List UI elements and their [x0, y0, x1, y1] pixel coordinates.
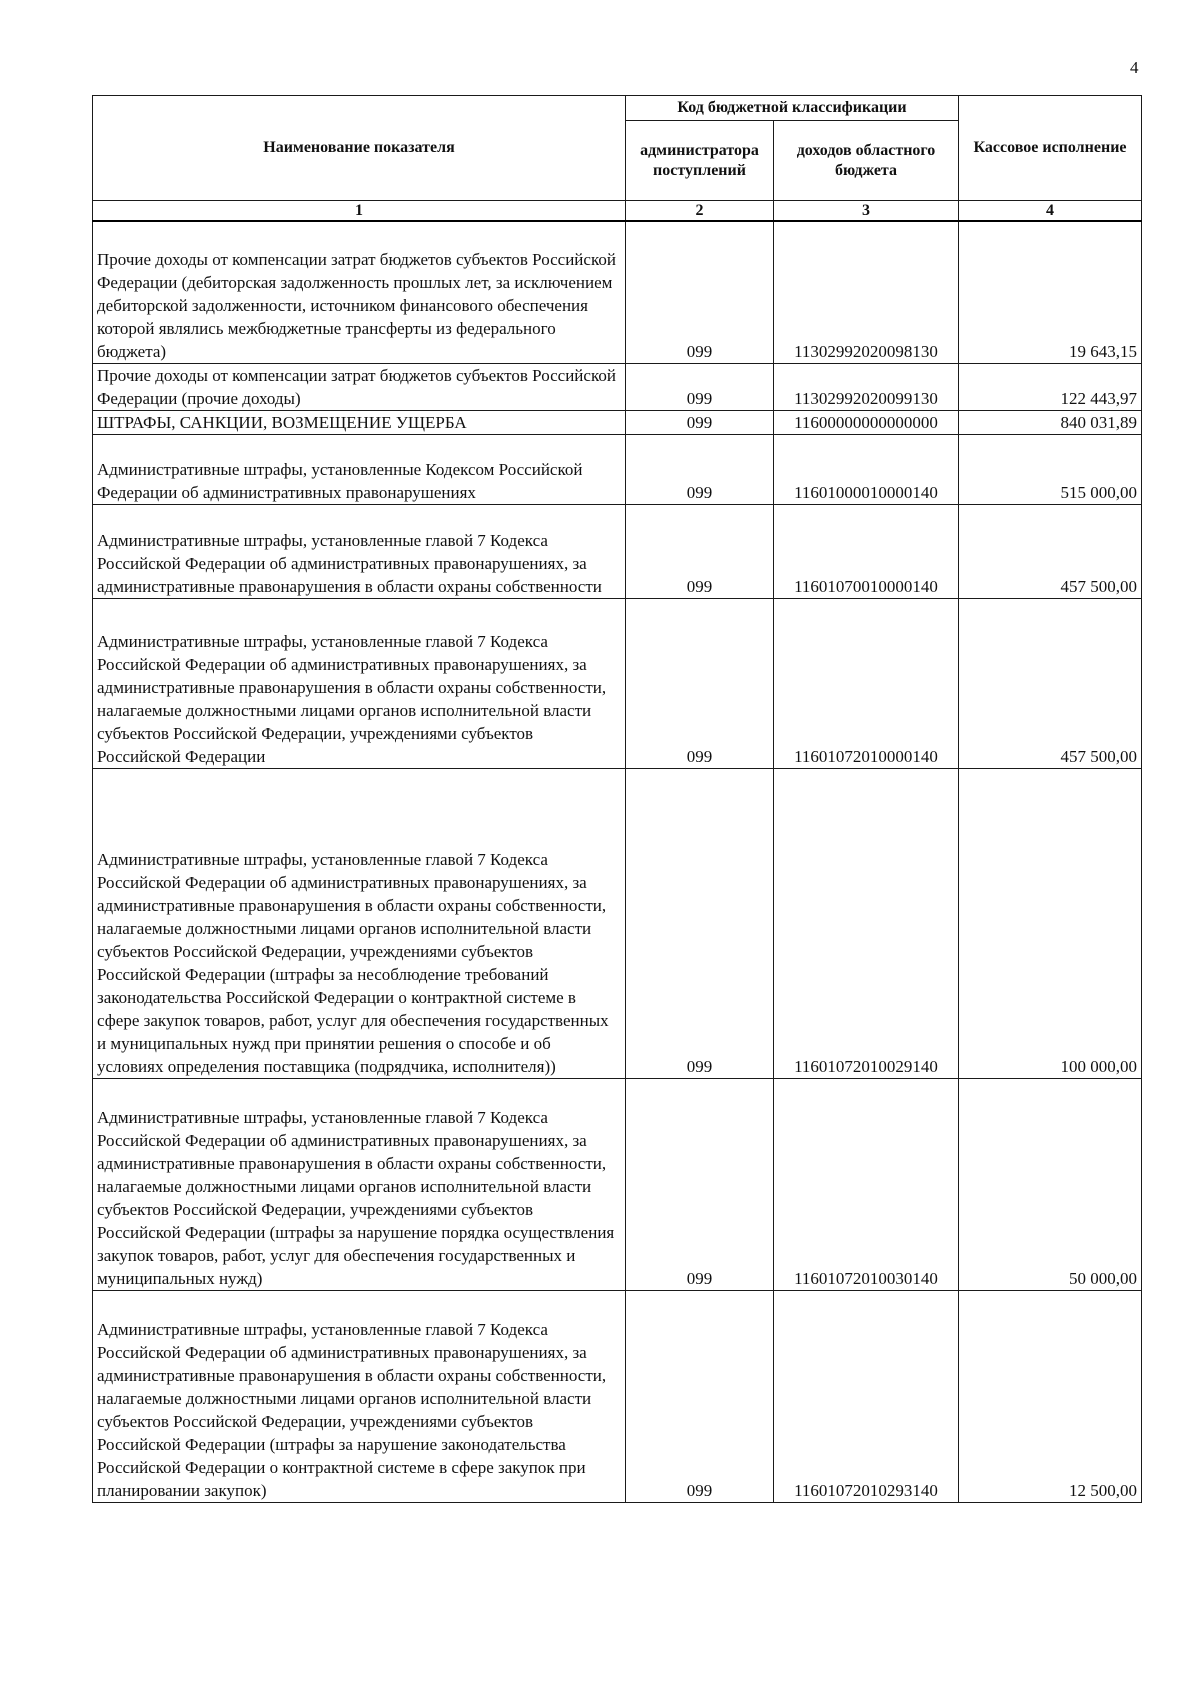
row-admin-code: 099 — [626, 363, 774, 410]
row-amount: 50 000,00 — [959, 1078, 1142, 1290]
row-income-code: 11601000010000140 — [774, 434, 959, 504]
row-name: Административные штрафы, установленные главой 7 Кодекса Российской Федерации об административных правонарушениях, за административные правонарушения в области охраны собственности, налагаемые должностными лицами органов исполнительной власти субъектов Российской Федерации, учреждениями субъектов Российской Федерации (штрафы за несоблюдение требований законодательства Российской Федерации о контрактной системе в сфере закупок товаров, работ, услуг для обеспечения государственных и муниципальных нужд при принятии решения о способе и об условиях определения поставщика (подрядчика, исполнителя)) — [93, 768, 626, 1078]
column-number-2: 2 — [626, 201, 774, 222]
header-name: Наименование показателя — [93, 96, 626, 201]
row-admin-code: 099 — [626, 410, 774, 434]
row-admin-code: 099 — [626, 598, 774, 768]
row-income-code: 11601072010000140 — [774, 598, 959, 768]
table-row — [93, 221, 1142, 363]
row-name: Административные штрафы, установленные главой 7 Кодекса Российской Федерации об административных правонарушениях, за административные правонарушения в области охраны собственности, налагаемые должностными лицами органов исполнительной власти субъектов Российской Федерации, учреждениями субъектов Российской Федерации — [93, 598, 626, 768]
column-number-1: 1 — [93, 201, 626, 222]
header-admin: администратора поступлений — [626, 121, 774, 201]
row-admin-code: 099 — [626, 504, 774, 598]
table-row — [93, 598, 1142, 768]
table-row — [93, 363, 1142, 410]
budget-table — [92, 95, 1142, 1503]
table-row — [93, 1078, 1142, 1290]
row-amount: 122 443,97 — [959, 363, 1142, 410]
header-amount: Кассовое исполнение — [959, 96, 1142, 201]
row-name: Административные штрафы, установленные Кодексом Российской Федерации об административных правонарушениях — [93, 434, 626, 504]
table-row — [93, 410, 1142, 434]
row-income-code: 11601072010030140 — [774, 1078, 959, 1290]
row-amount: 12 500,00 — [959, 1290, 1142, 1502]
row-income-code: 11302992020099130 — [774, 363, 959, 410]
table-row — [93, 1290, 1142, 1502]
row-name: ШТРАФЫ, САНКЦИИ, ВОЗМЕЩЕНИЕ УЩЕРБА — [93, 410, 626, 434]
row-name: Административные штрафы, установленные главой 7 Кодекса Российской Федерации об административных правонарушениях, за административные правонарушения в области охраны собственности, налагаемые должностными лицами органов исполнительной власти субъектов Российской Федерации, учреждениями субъектов Российской Федерации (штрафы за нарушение законодательства Российской Федерации о контрактной системе в сфере закупок при планировании закупок) — [93, 1290, 626, 1502]
row-income-code: 11601072010293140 — [774, 1290, 959, 1502]
row-name: Административные штрафы, установленные главой 7 Кодекса Российской Федерации об административных правонарушениях, за административные правонарушения в области охраны собственности — [93, 504, 626, 598]
row-admin-code: 099 — [626, 768, 774, 1078]
page-number: 4 — [1130, 58, 1139, 77]
row-amount: 457 500,00 — [959, 598, 1142, 768]
table-row — [93, 504, 1142, 598]
row-name: Прочие доходы от компенсации затрат бюджетов субъектов Российской Федерации (дебиторская задолженность прошлых лет, за исключением дебиторской задолженности, источником финансового обеспечения которой являлись межбюджетные трансферты из федерального бюджета) — [93, 221, 626, 363]
header-income: доходов областного бюджета — [774, 121, 959, 201]
row-name: Прочие доходы от компенсации затрат бюджетов субъектов Российской Федерации (прочие доходы) — [93, 363, 626, 410]
row-income-code: 11302992020098130 — [774, 221, 959, 363]
row-name: Административные штрафы, установленные главой 7 Кодекса Российской Федерации об административных правонарушениях, за административные правонарушения в области охраны собственности, налагаемые должностными лицами органов исполнительной власти субъектов Российской Федерации, учреждениями субъектов Российской Федерации (штрафы за нарушение порядка осуществления закупок товаров, работ, услуг для обеспечения государственных и муниципальных нужд) — [93, 1078, 626, 1290]
row-amount: 19 643,15 — [959, 221, 1142, 363]
column-number-row — [93, 201, 1142, 222]
column-number-4: 4 — [959, 201, 1142, 222]
row-income-code: 11600000000000000 — [774, 410, 959, 434]
table-row — [93, 434, 1142, 504]
header-budget-code-group: Код бюджетной классификации — [626, 96, 959, 121]
row-admin-code: 099 — [626, 221, 774, 363]
row-income-code: 11601070010000140 — [774, 504, 959, 598]
row-amount: 457 500,00 — [959, 504, 1142, 598]
row-income-code: 11601072010029140 — [774, 768, 959, 1078]
row-amount: 515 000,00 — [959, 434, 1142, 504]
row-admin-code: 099 — [626, 1078, 774, 1290]
column-number-3: 3 — [774, 201, 959, 222]
row-admin-code: 099 — [626, 1290, 774, 1502]
row-amount: 100 000,00 — [959, 768, 1142, 1078]
row-admin-code: 099 — [626, 434, 774, 504]
table-row — [93, 768, 1142, 1078]
row-amount: 840 031,89 — [959, 410, 1142, 434]
